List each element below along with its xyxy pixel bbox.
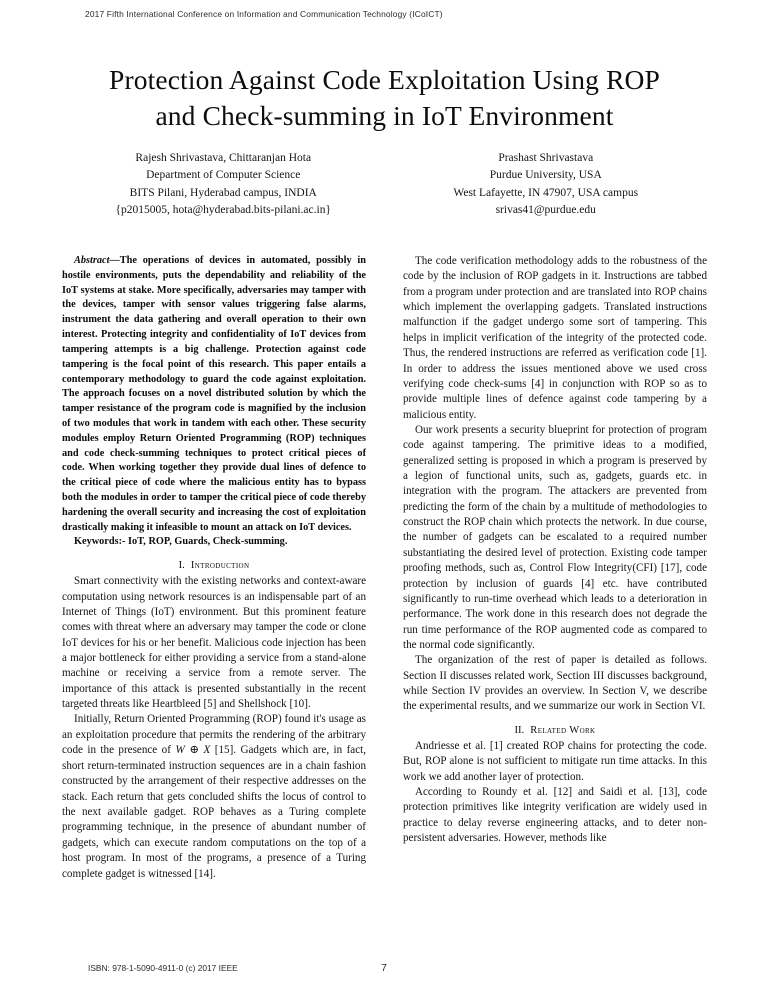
author-department: Purdue University, USA: [489, 169, 602, 182]
paragraph-intro-1: Smart connectivity with the existing networks and context-aware computation using network resources is an indispensable part of an Internet of Things (IoT) environment. But this prominent feature comes with threat where an adversary may tamper the code or clone IoT devices for his or her benefit. Malicious code injection has been a major bottleneck for either providing a service from a stand-alone machine or receiving a service from a remote server. The importance of this attack is presented substantially in the recent targeted threats like Heartbleed [5] and Shellshock [10].: [62, 575, 366, 711]
footer-page-number: 7: [381, 962, 387, 974]
two-column-body: [62, 254, 707, 914]
page-title: [62, 62, 707, 135]
author-institution: BITS Pilani, Hyderabad campus, INDIA: [129, 186, 317, 199]
paragraph-right-2: Our work presents a security blueprint for protection of program code against tampering. The primitive ideas to a modified, generalized setting is proposed in which a program is preserved by a legion of functional units, such as, gadgets, guards etc. in integration with the program. The attackers are prevented from predicting the form of the chain by a multitude of methodologies to construct the ROP chain which protects the network. In due course, the number of gadgets can be escalated to a required number substantiating the desired level of protection. Existing code tamper proofing methods, such as, Control Flow Integrity(CFI) [17], code protection by inclusion of guards [4] etc. have contributed significantly to run-time overhead which leads to a deterioration in performance. The work done in this research does not degrade the run time performance of the ROP augmented code as compared to the normal code significantly.: [403, 423, 707, 651]
left-column: [62, 254, 366, 914]
author-block-group: [62, 150, 707, 220]
paragraph-text-before-formula: Initially, Return Oriented Programming (ROP) found it's usage as an exploitation procedure that permits the rendering of the arbitrary code in the presence of: [62, 713, 366, 757]
section-title: Related Work: [530, 724, 596, 736]
section-heading-related-work: [403, 725, 707, 736]
keywords-line: Keywords:- IoT, ROP, Guards, Check-summing.: [74, 536, 288, 548]
author-department: Department of Computer Science: [146, 169, 301, 182]
footer-isbn: ISBN: 978-1-5090-4911-0 (c) 2017 IEEE: [88, 963, 238, 973]
inline-formula-w-xor-x: W ⊕ X: [175, 744, 211, 757]
author-block-right: [385, 150, 708, 220]
author-block-left: [62, 150, 385, 220]
paragraph-right-1: The code verification methodology adds to the robustness of the code by the inclusion of ROP gadgets in it. Instructions are tabbed from a program under protection and are translated into ROP chains which implement the overlapping gadgets. Translated instructions malfunction if the gadget undergo some sort of tampering. This helps in implicit verification of the integrity of the protected code. Thus, the rendered instructions are referred as verification code [1]. In order to address the issues mentioned above we used cross verifying code check-sums [4] in conjunction with ROP so as to provide multiple lines of defence against code tampering by a malicious entity.: [403, 255, 707, 421]
paragraph-right-3: The organization of the rest of paper is detailed as follows. Section II discusses related work, Section III discusses background, while Section IV provides an overview. In Section V, we describe the experimental results, and we summarize our work in Section VI.: [403, 654, 707, 713]
abstract-label: Abstract—: [74, 255, 120, 266]
section-numeral: I.: [178, 560, 185, 572]
author-names: Prashast Shrivastava: [498, 152, 594, 164]
title-line-2: and Check-summing in IoT Environment: [155, 100, 614, 132]
author-email: {p2015005, hota@hyderabad.bits-pilani.ac.in}: [115, 204, 331, 217]
paragraph-related-work-1: Andriesse et al. [1] created ROP chains for protecting the code. But, ROP alone is not sufficient to mitigate run time attacks. In this work we add another layer of protection.: [403, 739, 707, 783]
author-institution: West Lafayette, IN 47907, USA campus: [453, 186, 639, 199]
right-column: [403, 254, 707, 914]
abstract-paragraph: [62, 254, 366, 535]
paragraph-intro-2: [62, 712, 366, 881]
title-line-1: Protection Against Code Exploitation Using ROP: [109, 64, 660, 95]
section-numeral: II.: [514, 724, 525, 736]
author-email: srivas41@purdue.edu: [495, 204, 596, 217]
section-heading-introduction: [62, 560, 366, 571]
paragraph-related-work-2: According to Roundy et al. [12] and Saidi et al. [13], code protection primitives like integrity verification are widely used in practice to delay reverse engineering attacks, and to deter non-persistent adversaries. However, methods like: [403, 785, 707, 844]
conference-running-header: 2017 Fifth International Conference on Information and Communication Technology (ICoICT): [85, 9, 443, 19]
abstract-text: The operations of devices in automated, possibly in hostile environments, puts the dependability and reliability of the IoT systems at stake. More specifically, adversaries may tamper with the devices, tamper with sensor values triggering false alarms, instrument the data gathering and overall operation to their own interest. Protecting integrity and confidentiality of IoT devices from tampering attempts is a big challenge. Protection against code tampering is the focal point of this research. This paper entails a contemporary methodology to guard the code against exploitation. The approach focuses on a novel distributed solution by which the tamper resistance of the program code is magnified by the inclusion of two modules that work in tandem with each other. These security modules employ Return Oriented Programming (ROP) techniques and code check-summing techniques to protect critical pieces of code. When working together they provide dual lines of defence to the critical piece of code where the malicious entity has to bypass both the modules in order to tamper the critical piece of code thereby hardening the overall security and increasing the cost of exploitation drastically making it infeasible to mount an attack on IoT devices.: [62, 255, 366, 533]
paragraph-text-after-formula: [15]. Gadgets which are, in fact, short return-terminated instruction sequences are in a chain fashion constructed by the arrangement of their respective addresses on the stack. Each return that gets concluded shifts the locus of control to the next available gadget. ROP behaves as a Turing complete programming technique, in the presence of abundant number of gadgets, which can execute random computations on the top of a host program. In most of the programs, a presence of a Turing complete gadget is witnessed [14].: [62, 744, 366, 880]
section-title: Introduction: [190, 560, 250, 572]
author-names: Rajesh Shrivastava, Chittaranjan Hota: [135, 152, 312, 164]
